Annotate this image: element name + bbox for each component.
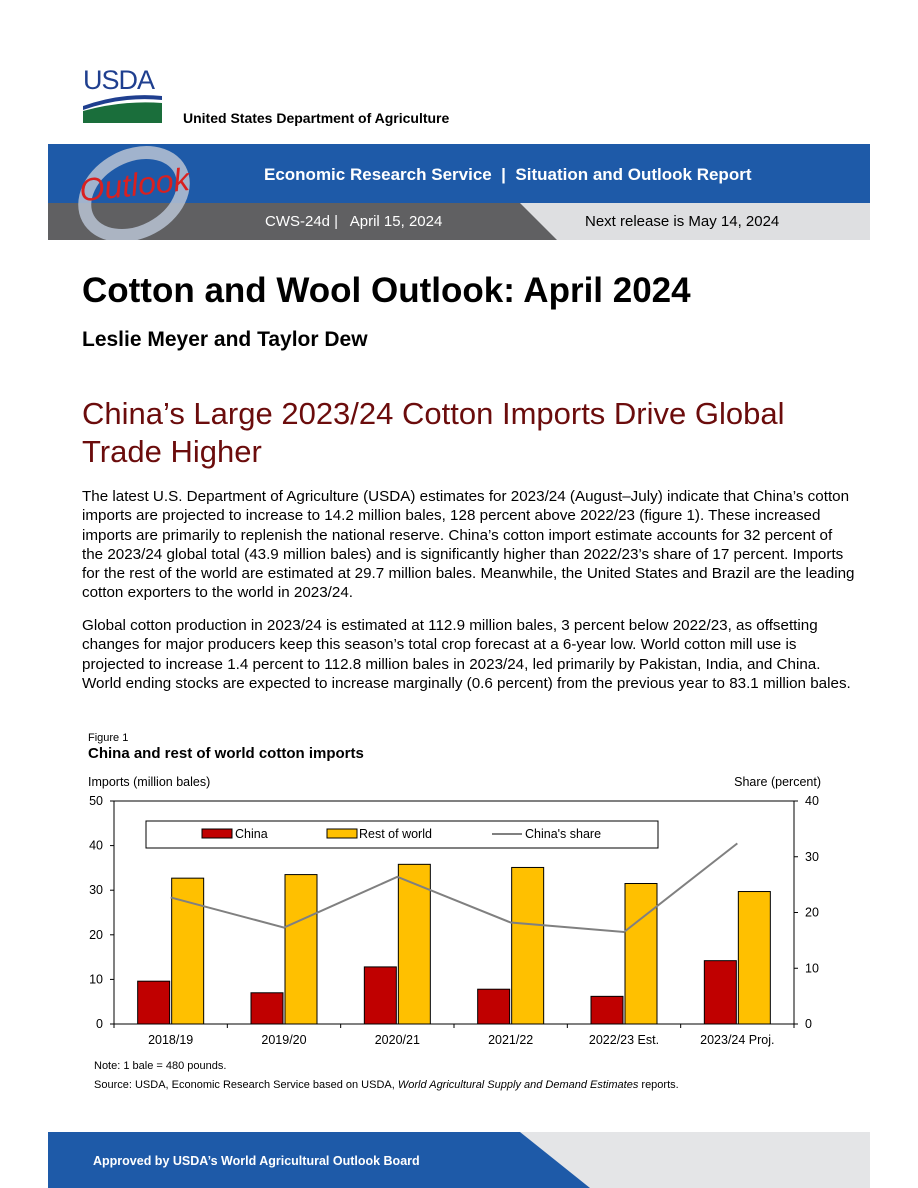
bar-china (478, 989, 510, 1024)
x-tick-label: 2018/19 (148, 1033, 194, 1047)
next-release: Next release is May 14, 2024 (585, 213, 780, 230)
legend-swatch-rest-of-world (327, 829, 357, 838)
y2-tick-label: 40 (805, 794, 819, 808)
y-tick-label: 30 (89, 883, 103, 898)
legend-label-china: China (235, 827, 268, 841)
bar-rest-of-world (172, 878, 204, 1024)
usda-logo-field-icon (83, 94, 163, 124)
footer-approval: Approved by USDA’s World Agricultural Outlook Board (93, 1154, 420, 1168)
y-tick-label: 0 (96, 1017, 103, 1031)
outlook-logo-icon (72, 144, 210, 240)
y-tick-label: 40 (89, 838, 103, 853)
bar-rest-of-world (285, 875, 317, 1024)
y-tick-label: 10 (89, 972, 103, 987)
bar-china (704, 961, 736, 1024)
source-title: World Agricultural Supply and Demand Estimates (397, 1079, 639, 1091)
x-tick-label: 2022/23 Est. (588, 1033, 660, 1047)
y2-tick-label: 10 (805, 961, 819, 976)
bar-rest-of-world (512, 867, 544, 1024)
section-heading: China’s Large 2023/24 Cotton Imports Drive Global Trade Higher (82, 396, 785, 469)
x-tick-label: 2020/21 (374, 1033, 420, 1047)
bar-china (364, 967, 396, 1024)
figure-title: China and rest of world cotton imports (88, 745, 364, 762)
y-tick-label: 20 (89, 927, 103, 942)
y2-tick-label: 30 (805, 849, 819, 864)
bar-rest-of-world (625, 884, 657, 1024)
legend-label-china-share: China's share (525, 827, 602, 841)
outlook-logo-text: Outlook (77, 161, 192, 209)
legend-label-rest-of-world: Rest of world (359, 827, 432, 841)
department-name: United States Department of Agriculture (183, 110, 450, 126)
bar-china (591, 996, 623, 1024)
authors: Leslie Meyer and Taylor Dew (82, 328, 368, 351)
figure-note: Note: 1 bale = 480 pounds. (94, 1060, 227, 1072)
source-prefix: Source: USDA, Economic Research Service based on USDA, (94, 1079, 398, 1091)
y2-tick-label: 20 (805, 905, 819, 920)
legend-swatch-china (202, 829, 232, 838)
usda-logo-text: USDA (83, 65, 155, 95)
y2-axis-title: Share (percent) (734, 775, 821, 789)
bar-china (138, 981, 170, 1024)
banner-title: Economic Research Service | Situation and Outlook Report (264, 165, 752, 184)
page-title: Cotton and Wool Outlook: April 2024 (82, 271, 691, 310)
y-axis-title: Imports (million bales) (88, 775, 211, 789)
paragraph: The latest U.S. Department of Agriculture (USDA) estimates for 2023/24 (August–July) indicate that China’s cotton imports are projected to increase to 14.2 million bales, 128 percent above 2022/23 (figure 1). These increased imports are primarily to replenish the national reserve. China’s cotton import estimate accounts for 32 percent of the 2023/24 global total (43.9 million bales) and is significantly higher than 2022/23’s share of 17 percent. Imports for the rest of the world are estimated at 29.7 million bales. Meanwhile, the United States and Brazil are the leading cotton exporters to the world in 2023/24. (82, 488, 855, 602)
figure-source (94, 1079, 679, 1091)
imports-chart (0, 770, 918, 1060)
y-tick-label: 50 (89, 794, 103, 808)
x-tick-label: 2019/20 (261, 1033, 307, 1047)
paragraph: Global cotton production in 2023/24 is estimated at 112.9 million bales, 3 percent below 2022/23, as offsetting changes for major producers keep this season’s total crop forecast at a 6-year low. World cotton mill use is projected to increase 1.4 percent to 112.8 million bales in 2023/24, led primarily by Pakistan, India, and China. World ending stocks are expected to increase marginally (0.6 percent) from the previous year to 83.1 million bales. (82, 617, 851, 692)
bar-rest-of-world (738, 892, 770, 1024)
issue-info: CWS-24d | April 15, 2024 (265, 213, 443, 230)
usda-logo (83, 67, 163, 123)
source-suffix: reports. (638, 1079, 679, 1091)
bar-china (251, 993, 283, 1024)
x-tick-label: 2021/22 (488, 1033, 534, 1047)
x-tick-label: 2023/24 Proj. (700, 1033, 775, 1047)
figure-label: Figure 1 (88, 732, 129, 744)
y2-tick-label: 0 (805, 1017, 812, 1031)
